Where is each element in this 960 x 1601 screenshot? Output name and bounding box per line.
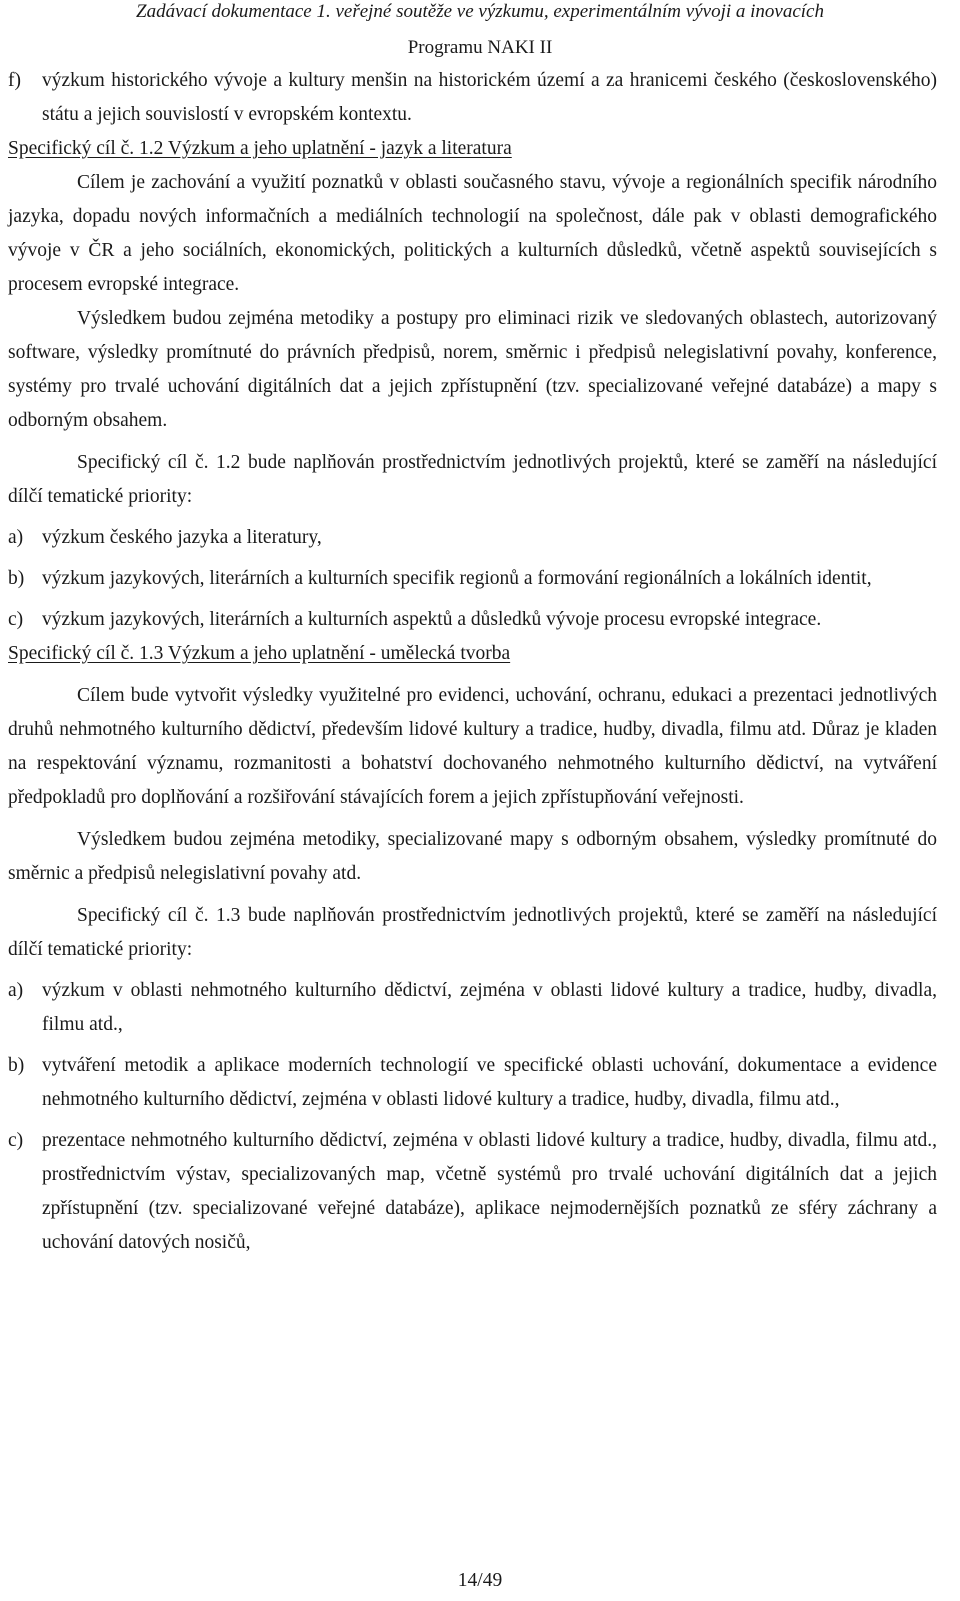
list-label: a) [8,980,24,1001]
list-item [8,562,937,596]
list-text: výzkum historického vývoje a kultury menšin na historickém území a za hranicemi českého (československého) státu a jejich souvislostí v evropském kontextu. [42,70,937,125]
list-item [8,521,937,555]
paragraph-goal-1-2: Cílem je zachování a využití poznatků v oblasti současného stavu, vývoje a regionálních specifik národního jazyka, dopadu nových informačních a mediálních technologií na společnost, dále pak v oblasti demografického vývoje v ČR a jeho sociálních, ekonomických, politických a kulturních důsledků, včetně aspektů souvisejících s procesem evropské integrace. [8,172,937,295]
list-item [8,603,937,637]
paragraph-goal-1-3: Cílem bude vytvořit výsledky využitelné pro evidenci, uchování, ochranu, edukaci a prezentaci jednotlivých druhů nehmotného kulturního dědictví, především lidové kultury a tradice, hudby, divadla, filmu atd. Důraz je kladen na respektování významu, rozmanitosti a bohatství dochovaného nehmotného kulturního dědictví, na vytváření předpokladů pro doplňování a rozšiřování stávajících forem a jejich zpřístupňování veřejnosti. [8,685,937,808]
list-text: výzkum v oblasti nehmotného kulturního dědictví, zejména v oblasti lidové kultury a tradice, hudby, divadla, filmu atd., [42,980,937,1035]
paragraph-results-1-3: Výsledkem budou zejména metodiky, specializované mapy s odborným obsahem, výsledky promítnuté do směrnic a předpisů nelegislativní povahy atd. [8,829,937,884]
list-text: výzkum jazykových, literárních a kulturních aspektů a důsledků vývoje procesu evropské integrace. [42,609,822,630]
list-label: f) [8,70,21,91]
paragraph-priorities-1-2: Specifický cíl č. 1.2 bude naplňován prostřednictvím jednotlivých projektů, které se zaměří na následující dílčí tematické priority: [8,452,937,507]
list-text: vytváření metodik a aplikace moderních technologií ve specifické oblasti uchování, dokumentace a evidence nehmotného kulturního dědictví, zejména v oblasti lidové kultury a tradice, hudby, divadla, filmu atd., [42,1055,937,1110]
paragraph-priorities-1-3: Specifický cíl č. 1.3 bude naplňován prostřednictvím jednotlivých projektů, které se zaměří na následující dílčí tematické priority: [8,905,937,960]
document-body [8,64,937,1260]
list-text: prezentace nehmotného kulturního dědictví, zejména v oblasti lidové kultury a tradice, hudby, divadla, filmu atd., prostřednictvím výstav, specializovaných map, včetně systémů pro trvalé uchování digitálních dat a jejich zpřístupnění (tzv. specializované veřejné databáze), aplikace nejmodernějších poznatků ze sféry záchrany a uchování datových nosičů, [42,1130,937,1253]
list-item-f [8,64,937,132]
list-item [8,1049,937,1117]
section-heading-1-3: Specifický cíl č. 1.3 Výzkum a jeho uplatnění - umělecká tvorba [8,643,511,664]
header-title: Zadávací dokumentace 1. veřejné soutěže ve výzkumu, experimentálním vývoji a inovacích [136,1,824,22]
list-item [8,1124,937,1260]
list-label: a) [8,527,24,548]
header-programme: Programu NAKI II [407,37,553,58]
page-number: 14/49 [457,1570,503,1591]
section-heading-1-2: Specifický cíl č. 1.2 Výzkum a jeho uplatnění - jazyk a literatura [8,138,512,159]
list-text: výzkum jazykových, literárních a kulturních specifik regionů a formování regionálních a lokálních identit, [42,568,872,589]
list-label: b) [8,568,25,589]
list-label: b) [8,1055,25,1076]
list-text: výzkum českého jazyka a literatury, [42,527,322,548]
list-label: c) [8,609,24,630]
list-label: c) [8,1130,24,1151]
list-item [8,974,937,1042]
paragraph-results-1-2: Výsledkem budou zejména metodiky a postupy pro eliminaci rizik ve sledovaných oblastech, autorizovaný software, výsledky promítnuté do právních předpisů, norem, směrnic i předpisů nelegislativní povahy, konference, systémy pro trvalé uchování digitálních dat a jejich zpřístupnění (tzv. specializované veřejné databáze) a mapy s odborným obsahem. [8,308,937,431]
